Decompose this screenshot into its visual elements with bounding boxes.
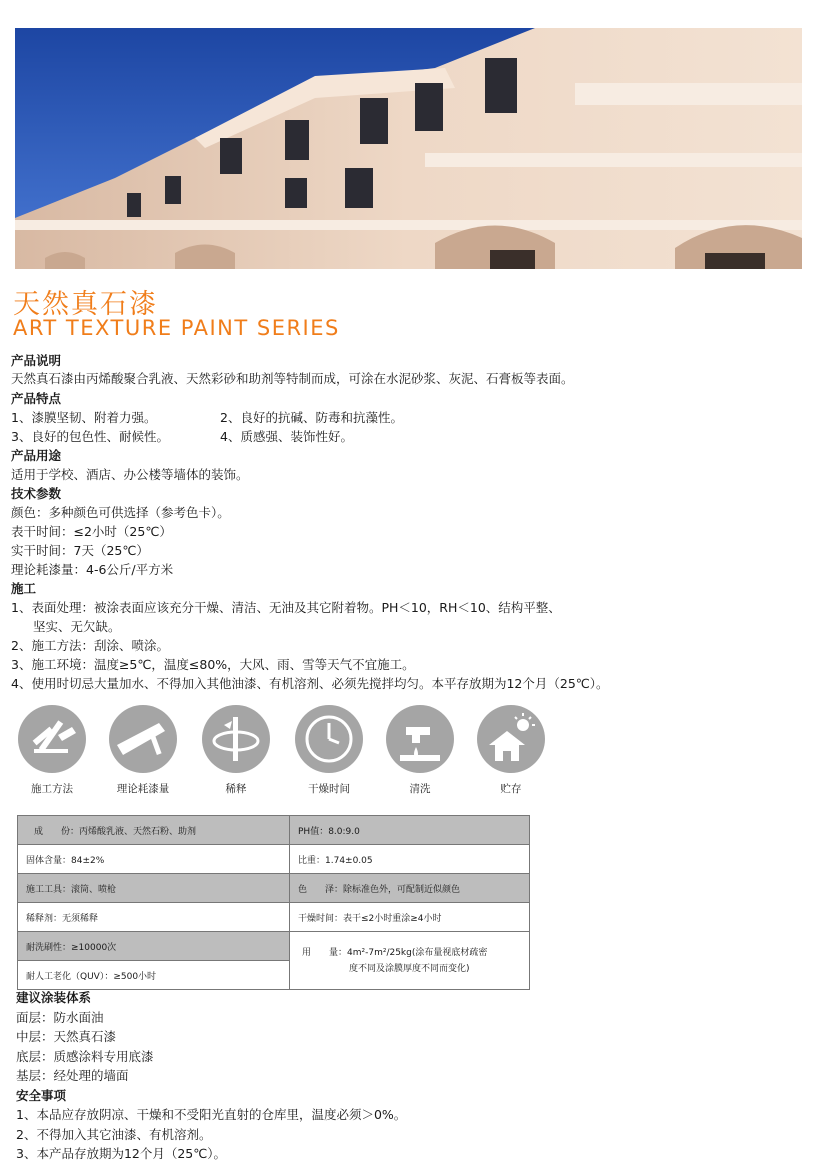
title-chinese: 天然真石漆 [13, 289, 158, 320]
title-english: ART TEXTURE PAINT SERIES [13, 316, 340, 340]
spec-table [17, 815, 530, 990]
construction-1: 1、表面处理：被涂表面应该充分干燥、清洁、无油及其它附着物。PH＜10，RH＜10、结构平整、 [11, 600, 561, 615]
spec-dosage [290, 932, 530, 990]
spec-aging: 耐人工老化（QUV）：≥500小时 [18, 961, 290, 990]
spec-density: 比重：1.74±0.05 [290, 845, 530, 874]
icon-label: 贮存 [500, 783, 522, 795]
icon-label: 干燥时间 [308, 783, 350, 795]
icon-label: 理论耗漆量 [116, 783, 170, 795]
feature-4: 4、质感强、装饰性好。 [220, 429, 353, 444]
system-top: 面层：防水面油 [16, 1009, 104, 1025]
features-heading: 产品特点 [11, 391, 62, 406]
construction-heading: 施工 [11, 581, 37, 596]
usage-icons-row [16, 705, 536, 795]
usage-heading: 产品用途 [11, 448, 62, 463]
icon-item-dry-time [293, 705, 365, 796]
feature-3: 3、良好的包色性、耐候性。 [11, 429, 169, 444]
safety-2: 2、不得加入其它油漆、有机溶剂。 [16, 1126, 212, 1142]
coating-system [16, 988, 406, 1164]
faucet-icon [386, 705, 454, 773]
safety-heading: 安全事项 [16, 1087, 67, 1103]
desc-text: 天然真石漆由丙烯酸聚合乳液、天然彩砂和助剂等特制而成，可涂在水泥砂浆、灰泥、石膏板等表面。 [11, 371, 574, 386]
construction-2: 2、施工方法：刮涂、喷涂。 [11, 638, 169, 653]
spec-color: 色 泽：除标准色外，可配制近似颜色 [290, 874, 530, 903]
construction-3: 3、施工环境：温度≥5℃，温度≤80%，大风、雨、雪等天气不宜施工。 [11, 657, 415, 672]
system-bottom: 底层：质感涂料专用底漆 [16, 1048, 154, 1064]
tech-color: 颜色：多种颜色可供选择（参考色卡）。 [11, 505, 230, 520]
spec-ph: PH值：8.0:9.0 [290, 816, 530, 845]
spec-scrub-resistance: 耐洗刷性：≥10000次 [18, 932, 290, 961]
feature-2: 2、良好的抗碱、防毒和抗藻性。 [220, 410, 403, 425]
tools-icon [18, 705, 86, 773]
icon-label: 清洗 [409, 783, 431, 795]
icon-item-method [16, 705, 88, 796]
safety-3: 3、本产品存放期为12个月（25℃）。 [16, 1146, 227, 1161]
spec-dosage-line2: 度不同及涂膜厚度不同而变化) [349, 963, 470, 974]
construction-4: 4、使用时切忌大量加水、不得加入其他油漆、有机溶剂、必须先搅拌均匀。本平存放期为12个月（25℃）。 [11, 676, 609, 691]
icon-item-dilute [200, 705, 272, 796]
spec-dry-time: 干燥时间：表干≤2小时重涂≥4小时 [290, 903, 530, 932]
icon-label: 施工方法 [31, 783, 73, 795]
icon-item-clean [384, 705, 456, 796]
tech-hard-dry: 实干时间：7天（25℃） [11, 543, 149, 558]
feature-1: 1、漆膜坚韧、附着力强。 [11, 410, 157, 425]
building-photo [15, 28, 802, 269]
spec-thinner: 稀释剂：无须稀释 [18, 903, 290, 932]
spec-solid-content: 固体含量：84±2% [18, 845, 290, 874]
clock-icon [295, 705, 363, 773]
dilute-icon [202, 705, 270, 773]
spec-dosage-line1: 用 量：4m²-7m²/25kg(涂布量视底材疏密 [302, 947, 488, 958]
system-middle: 中层：天然真石漆 [16, 1029, 117, 1044]
system-base: 基层：经处理的墙面 [16, 1068, 129, 1083]
icon-label: 稀释 [225, 783, 247, 795]
safety-1: 1、本品应存放阴凉、干燥和不受阳光直射的仓库里，温度必须＞0%。 [16, 1107, 407, 1122]
storage-icon [477, 705, 545, 773]
icon-item-coverage [107, 705, 179, 796]
tech-surface-dry: 表干时间：≤2小时（25℃） [11, 524, 172, 539]
paint-spread-icon [109, 705, 177, 773]
desc-heading: 产品说明 [11, 353, 62, 368]
tech-coverage: 理论耗漆量：4-6公斤/平方米 [11, 562, 174, 577]
system-heading: 建议涂装体系 [16, 990, 92, 1005]
icon-item-storage [475, 705, 547, 796]
spec-composition: 成 份：丙烯酸乳液、天然石粉、助剂 [18, 816, 290, 845]
construction-1-cont: 坚实、无欠缺。 [33, 619, 121, 634]
tech-heading: 技术参数 [11, 486, 62, 501]
usage-text: 适用于学校、酒店、办公楼等墙体的装饰。 [11, 467, 249, 482]
spec-tools: 施工工具：滚筒、喷枪 [18, 874, 290, 903]
